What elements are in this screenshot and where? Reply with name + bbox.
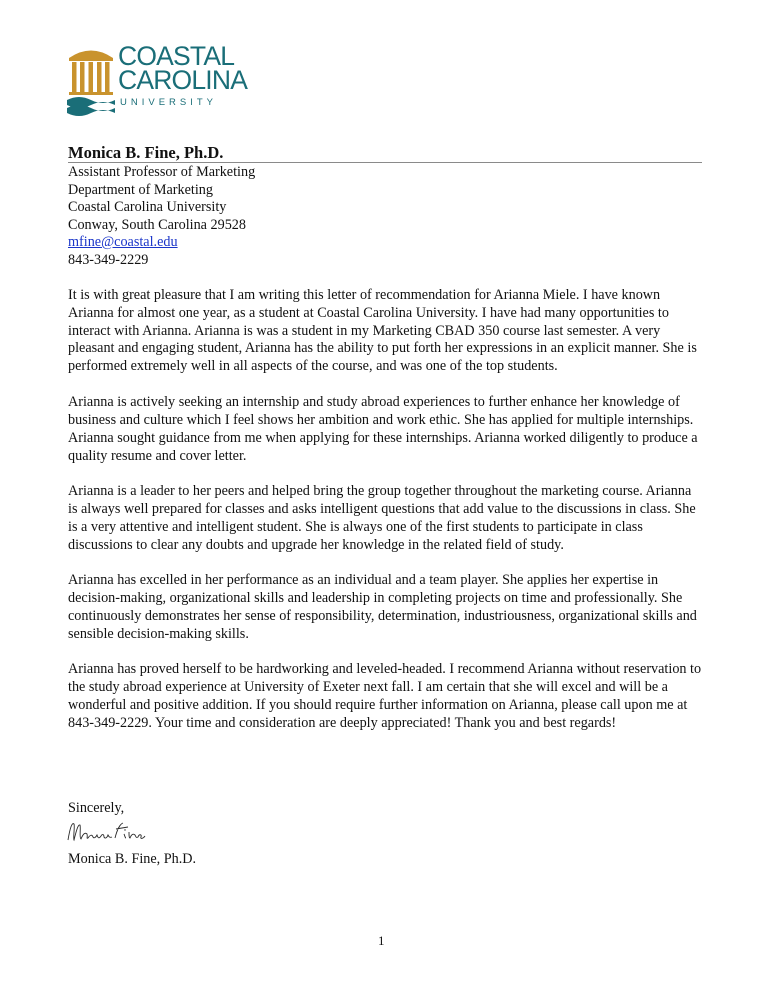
paragraph: It is with great pleasure that I am writing this letter of recommendation for Arianna Miele. I have known Arianna for almost one year, as a student at Coastal Carolina University. I have had many opportunities to interact with Arianna. Arianna is was a student in my Marketing CBAD 350 course last semester. A very pleasant and engaging student, Arianna has the ability to put forth her expressions in an explicit manner. She is performed extremely well in all aspects of the course, and was one of the top students. [68, 287, 697, 375]
page-number: 1 [378, 933, 385, 948]
closing: Sincerely, [68, 800, 125, 816]
paragraph: Arianna has proved herself to be hardworking and leveled-headed. I recommend Arianna without reservation to the study abroad experience at University of Exeter next fall. I am certain that she will excel and will be a wonderful and positive addition. If you should require further information on Arianna, please call upon me at 843-349-2229. Your time and consideration are deeply appreciated! Thank you and best regards! [68, 661, 702, 731]
address-line-title: Assistant Professor of Marketing [68, 164, 256, 180]
signed-name: Monica B. Fine, Ph.D. [68, 851, 197, 867]
paragraph: Arianna is actively seeking an internship and study abroad experiences to further enhance her knowledge of business and culture which I feel shows her ambition and work ethic. She has applied for multiple internships. Arianna sought guidance from me when applying for these internships. Arianna worked diligently to produce a quality resume and cover letter. [68, 394, 698, 464]
paragraph: Arianna is a leader to her peers and helped bring the group together throughout the marketing course. Arianna is always well prepared for classes and asks intelligent questions that add value to the discussions in class. She is a very attentive and intelligent student. She is always one of the first students to participate in class discussions to clear any doubts and upgrade her knowledge in the related field of study. [68, 483, 696, 553]
university-logo [66, 41, 248, 118]
address-line-department: Department of Marketing [68, 181, 213, 198]
email-link[interactable]: mfine@coastal.edu [68, 234, 178, 250]
column-building-icon [66, 44, 116, 118]
logo-wordmark-coastal: COASTAL [118, 41, 235, 71]
letter-body [68, 287, 704, 750]
phone-number: 843-349-2229 [68, 251, 149, 268]
logo-wordmark-carolina: CAROLINA [118, 65, 248, 95]
header-divider [68, 162, 702, 163]
address-line-university: Coastal Carolina University [68, 199, 227, 215]
logo-wordmark-university: UNIVERSITY [120, 97, 218, 108]
paragraph: Arianna has excelled in her performance as an individual and a team player. She applies her expertise in decision-making, organizational skills and leadership in completing projects on time and professionally. She continuously demonstrates her sense of responsibility, determination, industriousness, organizational skills and sensible decision-making skills. [68, 572, 697, 642]
letterhead-address [68, 164, 255, 269]
handwritten-signature [66, 816, 146, 846]
address-line-city: Conway, South Carolina 29528 [68, 216, 246, 233]
letterhead-name: Monica B. Fine, Ph.D. [68, 143, 224, 162]
